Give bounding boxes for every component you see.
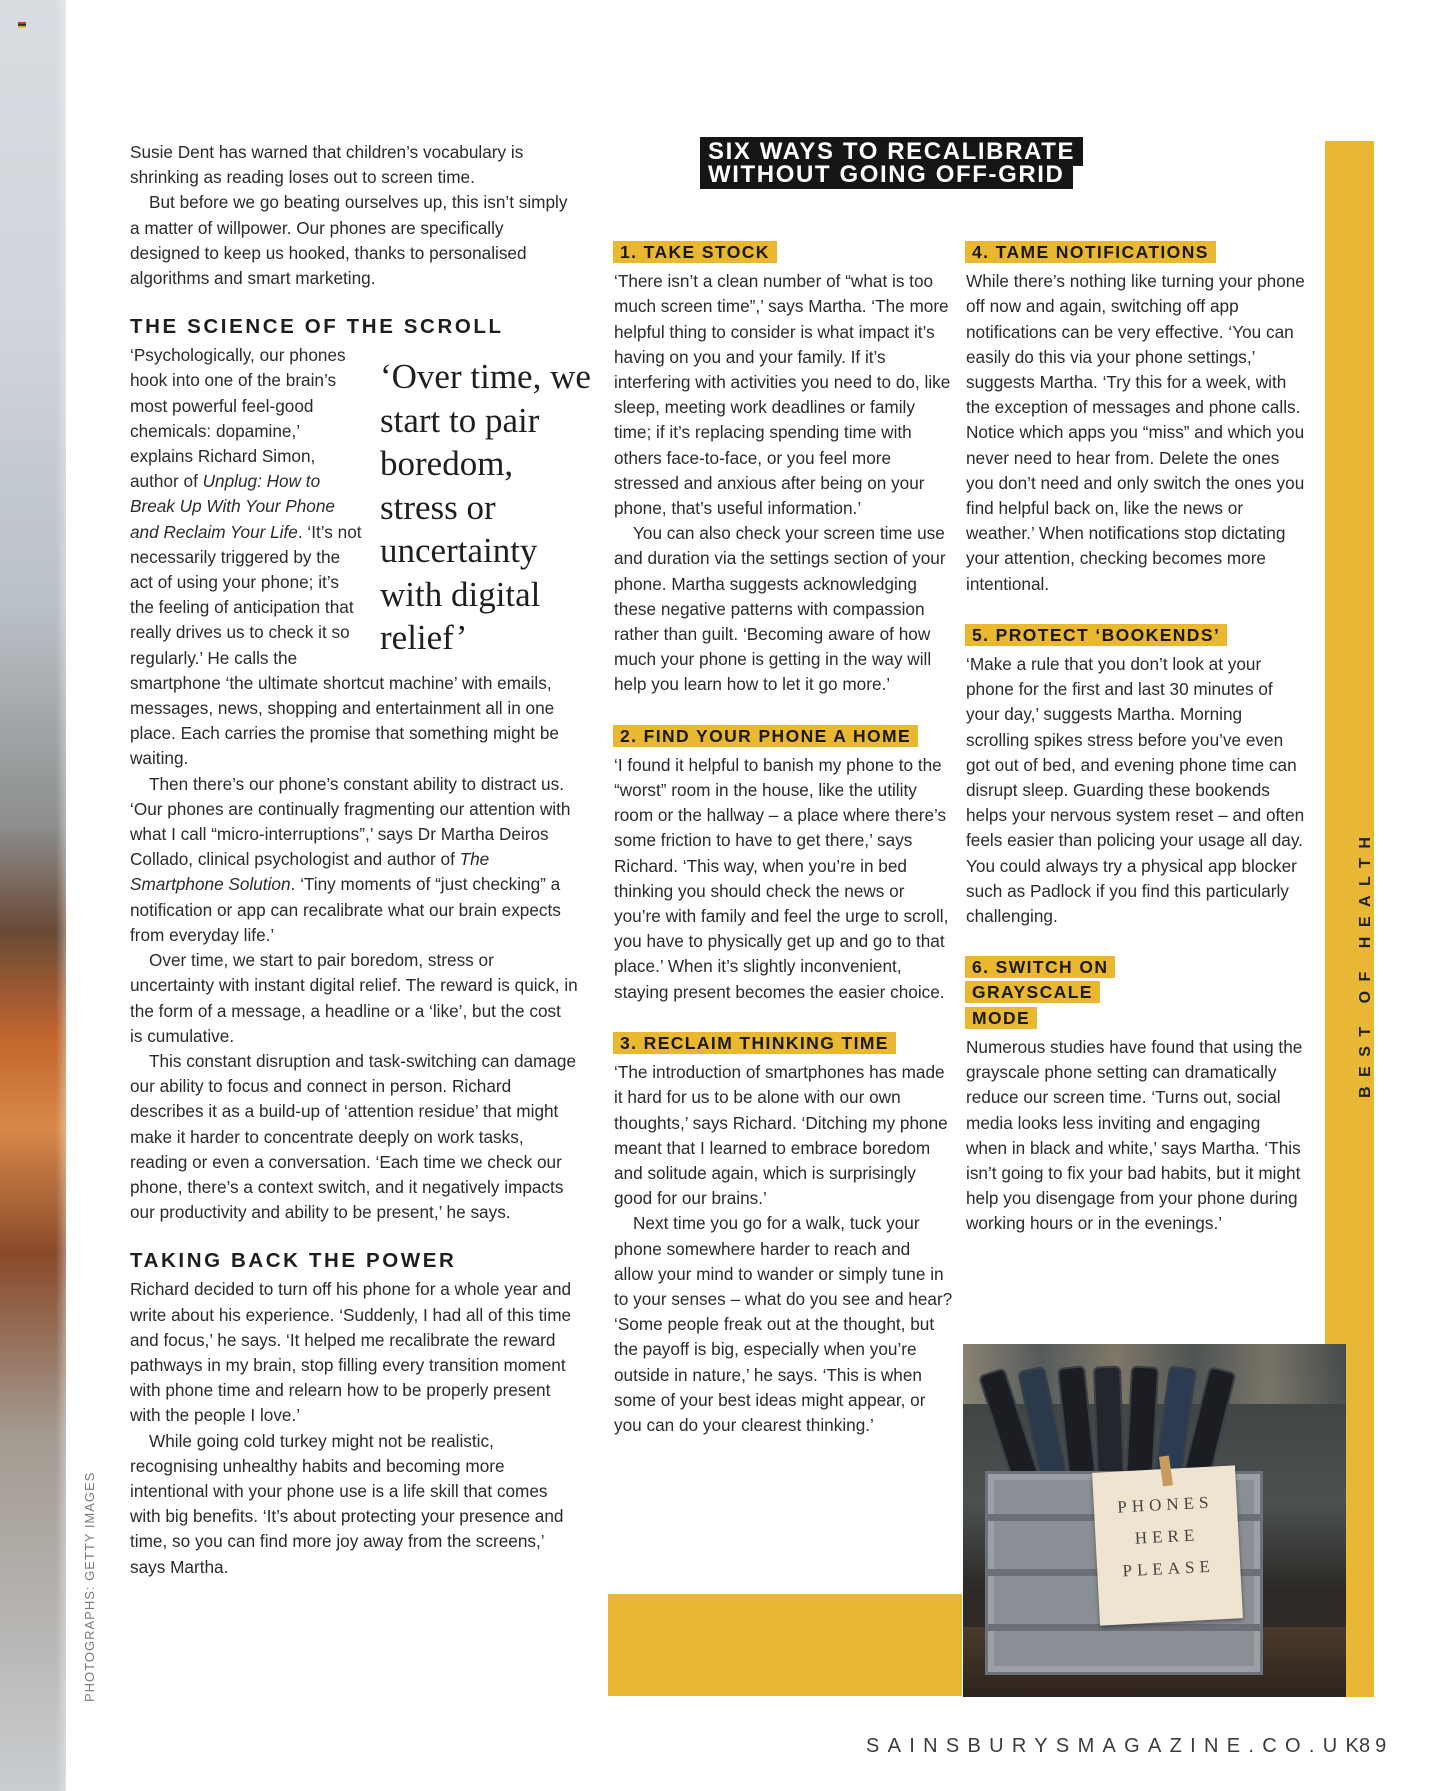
paragraph: ‘There isn’t a clean number of “what is too much screen time”,’ says Martha. ‘The more helpful thing to consider is what impact it’s having on you and your family. If it’s interfering with activities you need to do, like sleep, meeting work deadlines or family time; if it’s replacing spending time with others face-to-face, or you feel more stressed and anxious after being on your phone, that’s useful information.’ (614, 271, 951, 519)
book-title: Unplug: How to Break Up With Your Phone and Reclaim Your Life (130, 471, 335, 542)
tip-heading-text: 5. PROTECT ‘BOOKENDS’ (965, 624, 1227, 646)
paragraph: You can also check your screen time use and duration via the settings section of your phone. Martha suggests acknowledging these negative patterns with compassion rather than guilt. ‘Becoming aware of how much your phone is getting in the way will help you learn how to let it go more.’ (614, 523, 946, 695)
tag-text: PLEASE (1122, 1556, 1216, 1581)
paper-tag (1092, 1465, 1243, 1625)
paragraph: While going cold turkey might not be realistic, recognising unhealthy habits and becoming more intentional with your phone use is a life skill that comes with big benefits. ‘It’s about protecting your presence and time, so you can find more joy away from the screens,’ says Martha. (130, 1430, 564, 1577)
tip-heading-4 (965, 240, 1306, 265)
book-title: The Smartphone Solution (130, 849, 490, 895)
paragraph: Next time you go for a walk, tuck your phone somewhere harder to reach and allow your mind to wander or simply tune in to your senses – what do you see and hear? ‘Some people freak out at the thought, but the payoff is big, especially when you’re outside in nature,’ he says. ‘This is when some of your best ideas might appear, or you can do your clearest thinking.’ (614, 1213, 953, 1435)
paragraph: Susie Dent has warned that children’s vocabulary is shrinking as reading loses out to screen time. (130, 142, 524, 188)
tip-heading-6 (965, 955, 1155, 1031)
tip-heading-text: 1. TAKE STOCK (613, 241, 777, 263)
tip-heading-text: 3. RECLAIM THINKING TIME (613, 1032, 896, 1054)
tip-heading-2 (613, 724, 954, 749)
footer-website: SAINSBURYSMAGAZINE.CO.UK (866, 1735, 1368, 1757)
pull-quote: ‘Over time, we start to pair boredom, stress or uncertainty with digital relief’ (380, 357, 591, 658)
section-heading-power: TAKING BACK THE POWER (130, 1249, 457, 1273)
tag-text: HERE (1134, 1525, 1200, 1548)
text-run: ‘Psychologically, our phones hook into one of the brain’s most powerful feel-good chemicals: dopamine,’ explains Richard Simon, author of (130, 345, 346, 492)
tip-heading-text: 2. FIND YOUR PHONE A HOME (613, 725, 918, 747)
page-number: 89 (1359, 1735, 1392, 1757)
tips-column-2 (966, 240, 1306, 1237)
box-heading-text: SIX WAYS TO RECALIBRATE WITHOUT GOING OFF-GRID (700, 137, 1083, 189)
paragraph: While there’s nothing like turning your phone off now and again, switching off app notifications can be very effective. ‘You can easily do this via your phone settings,’ suggests Martha. ‘Try this for a week, with the exception of messages and phone calls. Notice which apps you “miss” and which you never need to hear from. Delete the ones you don’t need and only switch the ones you find helpful back on, like the news or weather.’ When notifications stop dictating your attention, checking becomes more intentional. (966, 271, 1305, 594)
text-run: . ‘Tiny moments of “just checking” a notification or app can recalibrate what our brain expects from everyday life.’ (130, 874, 561, 945)
phones-crate-photo (963, 1344, 1346, 1697)
text-run: . ‘It’s not necessarily triggered by the act of using your phone; it’s the feeling of anticipation that really drives us to check it so regularly.’ He calls the smartphone ‘the ultimate shortcut machine’ with emails, messages, news, shopping and entertainment all in one place. Each carries the promise that something might be waiting. (130, 521, 559, 769)
tip-heading-3 (613, 1031, 954, 1056)
paragraph: ‘The introduction of smartphones has made it hard for us to be alone with our own thoughts,’ says Richard. ‘Ditching my phone meant that I learned to embrace boredom and solitude again, which is surprisingly good for our brains.’ (614, 1062, 948, 1209)
box-heading (700, 138, 1200, 188)
paragraph: Richard decided to turn off his phone for a whole year and write about his experience. ‘Suddenly, I had all of this time and focus,’ he says. ‘It helped me recalibrate the reward pathways in my brain, stop filling every transition moment with phone time and relearn how to be properly present with the people I love.’ (130, 1279, 572, 1426)
photo-credit: PHOTOGRAPHS: GETTY IMAGES (82, 1471, 97, 1702)
decorative-yellow-block (608, 1594, 962, 1696)
tip-heading-1 (613, 240, 954, 265)
section-heading-science: THE SCIENCE OF THE SCROLL (130, 315, 504, 339)
paragraph: Over time, we start to pair boredom, stress or uncertainty with instant digital relief. The reward is quick, in the form of a message, a headline or a ‘like’, but the cost is cumulative. (130, 950, 578, 1046)
paragraph: ‘I found it helpful to banish my phone to the “worst” room in the house, like the utility room or the hallway – a place where there’s some friction to have to get there,’ says Richard. ‘This way, when you’re in bed thinking you should check the news or you’re with family and feel the urge to scroll, you have to physically get up and go to that place.’ When it’s slightly inconvenient, staying present becomes the easier choice. (614, 754, 949, 1002)
article-column-1 (130, 140, 591, 1580)
paragraph: ‘Make a rule that you don’t look at your phone for the first and last 30 minutes of your day,’ suggests Martha. Morning scrolling spikes stress before you’ve even got out of bed, and evening phone time can disrupt sleep. Guarding these bookends helps your nervous system reset – and often feels easier than policing your usage all day. You could always try a physical app blocker such as Padlock if you find this particularly challenging. (966, 654, 1305, 927)
paragraph: But before we go beating ourselves up, this isn’t simply a matter of willpower. Our phones are specifically designed to keep us hooked, thanks to personalised algorithms and smart marketing. (130, 192, 568, 289)
text-run: Then there’s our phone’s constant ability to distract us. ‘Our phones are continually fragmenting our attention with what I call “micro-interruptions”,’ says Dr Martha Deiros Collado, clinical psychologist and author of (130, 773, 571, 870)
paragraph (130, 772, 578, 948)
paragraph: Numerous studies have found that using the grayscale phone setting can dramatically reduce our screen time. ‘Turns out, social media looks less inviting and engaging when in black and white,’ says Martha. ‘This isn’t going to fix your bad habits, but it might help you disengage from your phone during working hours or in the evenings.’ (966, 1036, 1303, 1234)
tip-heading-5 (965, 623, 1306, 648)
tag-text: PHONES (1116, 1492, 1214, 1517)
section-label: BEST OF HEALTH (1357, 827, 1374, 1098)
paragraph: This constant disruption and task-switching can damage our ability to focus and connect in person. Richard describes it as a build-up of ‘attention residue’ that might make it harder to concentrate deeply on work tasks, reading or even a conversation. ‘Each time we check our phone, there’s a context switch, and it negatively impacts our productivity and ability to be present,’ he says. (130, 1050, 577, 1223)
tip-heading-text: 4. TAME NOTIFICATIONS (965, 241, 1216, 263)
left-edge-photo (0, 0, 66, 1791)
tip-heading-text: 6. SWITCH ON GRAYSCALE MODE (965, 956, 1115, 1028)
corner-flag-icon (18, 22, 26, 28)
tips-column-1 (614, 240, 954, 1438)
